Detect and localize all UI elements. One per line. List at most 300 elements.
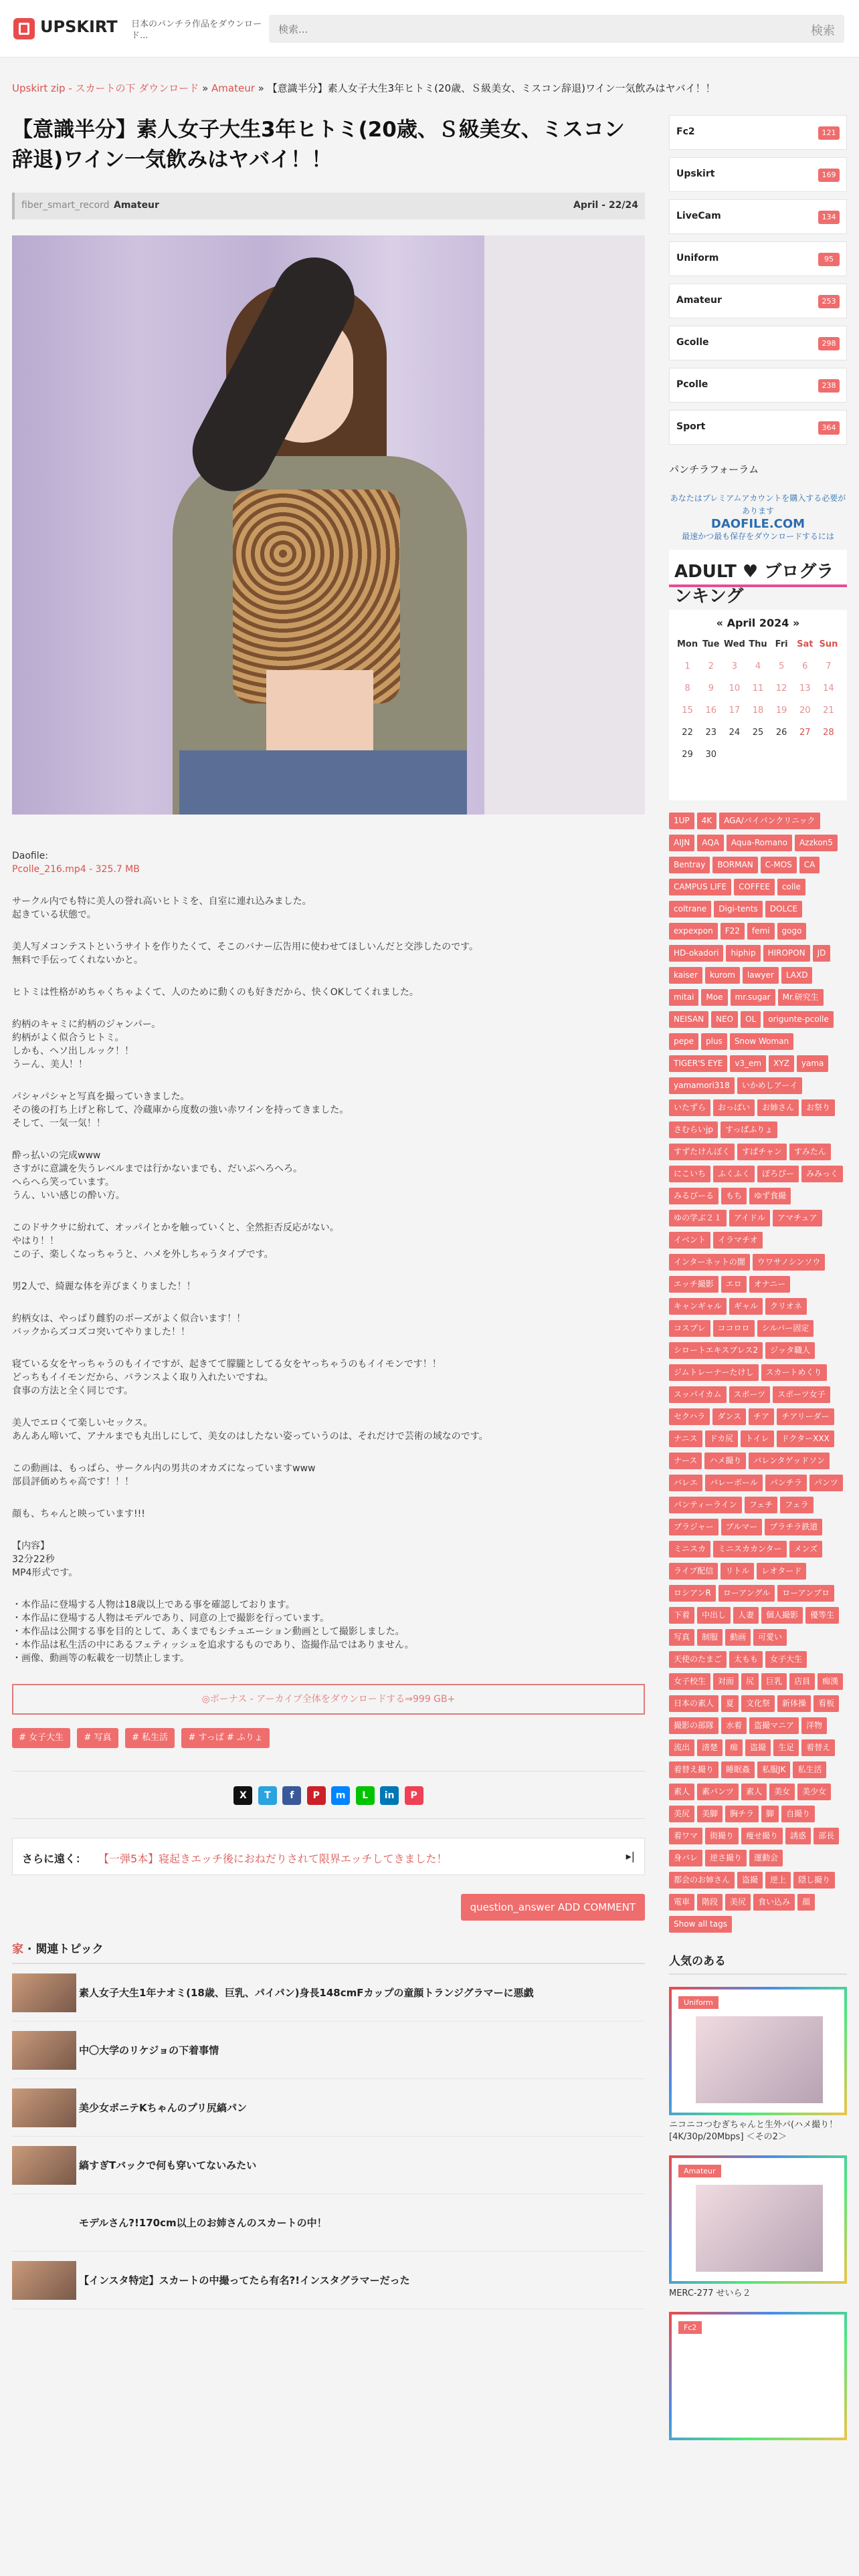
calendar-day[interactable]: 30 [705, 750, 717, 760]
tag-cloud-item[interactable]: ココロロ [713, 1320, 755, 1337]
calendar-day[interactable]: 15 [682, 706, 693, 716]
share-facebook-icon[interactable]: f [282, 1786, 301, 1805]
tag-cloud-item[interactable]: 私生活 [793, 1761, 826, 1778]
category-name[interactable]: Pcolle [676, 379, 708, 390]
tag-cloud-item[interactable]: ロシアンR [669, 1585, 716, 1602]
tag-cloud-item[interactable]: すずたけんぼく [669, 1144, 735, 1160]
calendar-day[interactable]: 6 [802, 661, 808, 671]
calendar-day[interactable]: 11 [752, 683, 764, 693]
tag-cloud-item[interactable]: C-MOS [761, 857, 797, 873]
tag-cloud-item[interactable]: バレーボール [705, 1475, 763, 1491]
tag-cloud-item[interactable]: JD [813, 945, 831, 962]
category-item[interactable] [669, 326, 847, 360]
tag-cloud-item[interactable]: Snow Woman [730, 1033, 793, 1050]
tag-cloud-item[interactable]: ハメ撮り [704, 1453, 746, 1469]
tag-cloud-item[interactable]: すぱチャン [737, 1144, 787, 1160]
tag-cloud-item[interactable]: 可愛い [753, 1629, 787, 1646]
tag-cloud-item[interactable]: 美尻 [669, 1806, 694, 1822]
tag-cloud-item[interactable]: トイレ [741, 1430, 773, 1447]
tag-cloud-item[interactable]: 部長 [814, 1828, 839, 1844]
tag-cloud-item[interactable]: アマチュア [773, 1210, 822, 1226]
related-item[interactable] [12, 2022, 645, 2079]
calendar-prev-button[interactable]: « [716, 617, 724, 629]
post-tag[interactable]: # すっぱ # ふりょ [181, 1728, 269, 1748]
tag-cloud-item[interactable]: チア [749, 1408, 774, 1425]
tag-cloud-item[interactable]: 洋物 [801, 1717, 827, 1734]
calendar-day[interactable]: 17 [729, 706, 741, 716]
tag-cloud-item[interactable]: みるびーる [669, 1188, 719, 1204]
tag-cloud-item[interactable]: バレンタゲッドソン [749, 1453, 830, 1469]
tag-cloud-item[interactable]: 写真 [669, 1629, 694, 1646]
tag-cloud-item[interactable]: オナニー [749, 1276, 791, 1293]
calendar-day[interactable]: 23 [705, 728, 717, 738]
tag-cloud-item[interactable]: ブラジャー [669, 1519, 719, 1535]
tag-cloud-item[interactable]: 素パンツ [697, 1784, 739, 1800]
category-item[interactable] [669, 284, 847, 318]
tag-cloud-item[interactable]: エッチ撮影 [669, 1276, 719, 1293]
popular-badge[interactable]: Amateur [678, 2165, 721, 2177]
tag-cloud-item[interactable]: 清楚 [697, 1739, 723, 1756]
tag-cloud-item[interactable]: ミニスカカンター [713, 1541, 787, 1558]
tag-cloud-item[interactable]: いかめしアーイ [737, 1077, 803, 1094]
tag-cloud-item[interactable]: kurom [705, 967, 740, 984]
tag-cloud-item[interactable]: 誘惑 [785, 1828, 811, 1844]
tag-cloud-item[interactable]: AQA [697, 835, 724, 851]
tag-cloud-item[interactable]: フェチ [745, 1497, 777, 1513]
calendar-day[interactable]: 29 [682, 750, 693, 760]
tag-cloud-item[interactable]: チアリーダー [777, 1408, 834, 1425]
tag-cloud-item[interactable]: ブラチラ鉄道 [765, 1519, 822, 1535]
tag-cloud-item[interactable]: 痴漢 [818, 1673, 843, 1690]
tag-cloud-item[interactable]: mitai [669, 989, 698, 1006]
calendar-day[interactable]: 19 [775, 706, 787, 716]
show-all-tags-button[interactable]: Show all tags [669, 1916, 732, 1933]
related-home-link[interactable]: 家 [12, 1943, 23, 1956]
breadcrumb-current: 【意識半分】素人女子大生3年ヒトミ(20歳、Ｓ級美女、ミスコン辞退)ワイン一気飲みはヤバイ！！ [267, 82, 716, 94]
related-title[interactable]: モデルさん?!170cm以上のお姉さんのスカートの中！ [79, 2217, 327, 2229]
tag-cloud-item[interactable]: 中出し [697, 1607, 731, 1624]
tag-cloud-item[interactable]: 美少女 [797, 1784, 831, 1800]
calendar-day[interactable]: 28 [823, 728, 834, 738]
breadcrumb-separator: » [258, 82, 264, 94]
tag-cloud-item[interactable]: ナース [669, 1453, 702, 1469]
post-paragraph: ・本作品に登場する人物は18歳以上である事を確認しております。 ・本作品に登場する人物はモデルであり、同意の上で撮影を行っています。 ・本作品は公開する事を目的として、あくまでもシチュエーション動画として撮影しました。 ・本作品は私生活の中にあるフェティッシュを追求するものであり、盗撮作品ではありません。 ・画像、動画等の転載を一切禁止します。 [12, 1600, 414, 1664]
related-item[interactable] [12, 1964, 645, 2022]
tag-cloud-item[interactable]: ジッタ職人 [765, 1342, 815, 1359]
calendar-day[interactable]: 2 [708, 661, 714, 671]
popular-card[interactable] [669, 1987, 847, 2115]
tag-cloud-item[interactable]: 人妻 [733, 1607, 759, 1624]
tag-cloud-item[interactable]: 4K [697, 813, 717, 829]
related-thumbnail[interactable] [12, 2146, 76, 2185]
tag-cloud-item[interactable]: 女子大生 [765, 1651, 807, 1668]
category-item[interactable] [669, 241, 847, 276]
tag-cloud-item[interactable]: ドクターXXX [777, 1430, 834, 1447]
tag-cloud-item[interactable]: 撮影の部隊 [669, 1717, 719, 1734]
popular-heading: 人気のある [669, 1951, 847, 1975]
tag-cloud-item[interactable]: ジムトレーナーたけし [669, 1364, 759, 1381]
tag-cloud-item[interactable]: 対面 [713, 1673, 739, 1690]
tag-cloud-item[interactable]: 日本の素人 [669, 1695, 719, 1712]
related-title[interactable]: 素人女子大生1年ナオミ(18歳、巨乳、パイパン)身長148cmFカップの童顔トランジグラマーに悪戯 [79, 1987, 534, 1999]
tag-cloud-item[interactable]: ふくふく [713, 1166, 755, 1182]
calendar-day[interactable]: 18 [752, 706, 764, 716]
tag-cloud-item[interactable]: ゆの学ぶ２１ [669, 1210, 727, 1226]
tag-cloud-item[interactable]: 胸チラ [725, 1806, 759, 1822]
tag-cloud-item[interactable]: 生足 [773, 1739, 799, 1756]
tag-cloud-item[interactable]: スポーツ [729, 1386, 771, 1403]
tag-cloud-item[interactable]: 素人 [741, 1784, 767, 1800]
related-title[interactable]: 中〇大学のリケジョの下着事情 [79, 2044, 219, 2056]
tag-cloud-item[interactable]: 水着 [721, 1717, 747, 1734]
tag-cloud-item[interactable]: クリオネ [765, 1298, 807, 1315]
tag-cloud-item[interactable]: ローアンプロ [777, 1585, 834, 1602]
breadcrumb [12, 82, 848, 95]
tag-cloud-item[interactable]: 自撮り [781, 1806, 815, 1822]
tag-cloud-item[interactable]: coltrane [669, 901, 711, 918]
tag-cloud-item[interactable]: Azzkon5 [795, 835, 838, 851]
tag-cloud-item[interactable]: 流出 [669, 1739, 694, 1756]
tag-cloud-item[interactable]: origunte-pcolle [763, 1011, 833, 1028]
tag-cloud-item[interactable]: アイドル [729, 1210, 770, 1226]
related-item[interactable] [12, 2137, 645, 2194]
tag-cloud-item[interactable]: 美女 [769, 1784, 795, 1800]
tag-cloud-item[interactable]: シルバー固定 [757, 1320, 814, 1337]
related-title[interactable]: 縞すぎTバックで何も穿いてないみたい [79, 2159, 257, 2171]
tag-cloud-item[interactable]: リトル [721, 1563, 754, 1580]
related-thumbnail[interactable] [12, 2031, 76, 2070]
related-item[interactable] [12, 2194, 645, 2252]
popular-thumbnail[interactable] [696, 2185, 823, 2272]
tag-cloud-item[interactable]: COFFEE [734, 879, 775, 895]
tag-cloud-item[interactable]: イベント [669, 1232, 710, 1249]
tag-cloud-item[interactable]: 盗撮マニア [749, 1717, 799, 1734]
category-item[interactable] [669, 115, 847, 150]
tag-cloud-item[interactable]: 痩せ撮り [741, 1828, 783, 1844]
tag-cloud-item[interactable]: HIROPON [763, 945, 810, 962]
tag-cloud-item[interactable]: kaiser [669, 967, 702, 984]
tag-cloud-item[interactable]: 巨乳 [761, 1673, 787, 1690]
tag-cloud-item[interactable]: みみっく [801, 1166, 843, 1182]
share-pinterest-icon[interactable]: P [307, 1786, 326, 1805]
calendar-day[interactable]: 14 [823, 683, 834, 693]
tag-cloud-item[interactable]: NEISAN [669, 1011, 708, 1028]
tag-cloud-item[interactable]: 美脚 [697, 1806, 723, 1822]
category-item[interactable] [669, 410, 847, 445]
tag-cloud-item[interactable]: 1UP [669, 813, 694, 829]
calendar-day[interactable]: 16 [705, 706, 717, 716]
tag-cloud-item[interactable]: 制服 [697, 1629, 723, 1646]
tag-cloud-item[interactable]: colle [777, 879, 805, 895]
post-author[interactable]: fiber_smart_record [21, 200, 110, 211]
category-name[interactable]: LiveCam [676, 211, 721, 221]
post-tags [12, 1728, 645, 1751]
tag-cloud-item[interactable]: 盗撮 [745, 1739, 771, 1756]
category-name[interactable]: Sport [676, 421, 706, 432]
tag-cloud-item[interactable]: おっぱい [713, 1099, 755, 1116]
tag-cloud-item[interactable]: スポーツ女子 [773, 1386, 830, 1403]
calendar [669, 610, 847, 800]
add-comment-button[interactable] [461, 1894, 645, 1921]
tag-cloud-item[interactable]: 個人撮影 [761, 1607, 803, 1624]
popular-badge[interactable]: Fc2 [678, 2321, 702, 2334]
calendar-day [770, 744, 793, 766]
related-item[interactable] [12, 2079, 645, 2137]
tag-cloud-item[interactable]: シロートエキスプレス2 [669, 1342, 763, 1359]
popular-badge[interactable]: Uniform [678, 1996, 719, 2009]
category-item[interactable] [669, 199, 847, 234]
tag-cloud-item[interactable]: ライブ配信 [669, 1563, 718, 1580]
category-count-badge: 298 [818, 337, 840, 350]
related-title[interactable]: 【インスタ特定】スカートの中撮ってたら有名?!インスタグラマーだった [79, 2274, 410, 2286]
calendar-day[interactable]: 21 [823, 706, 834, 716]
tag-cloud-item[interactable]: 太もも [729, 1651, 763, 1668]
calendar-next-button[interactable]: » [792, 617, 800, 629]
tag-cloud-item[interactable]: femi [747, 923, 775, 940]
breadcrumb-category[interactable]: Amateur [211, 82, 255, 94]
tag-cloud-item[interactable]: gogo [777, 923, 807, 940]
tag-cloud-item[interactable]: 電車 [669, 1894, 694, 1911]
post-tag[interactable]: # 女子大生 [12, 1728, 70, 1748]
tag-cloud-item[interactable]: 身バレ [669, 1850, 702, 1866]
calendar-day[interactable]: 24 [729, 728, 741, 738]
calendar-day[interactable]: 13 [799, 683, 811, 693]
tag-cloud-item[interactable]: レオタード [757, 1563, 806, 1580]
tag-cloud-item[interactable]: キャンギャル [669, 1298, 727, 1315]
calendar-day[interactable]: 10 [729, 683, 741, 693]
tag-cloud-item[interactable]: 新体操 [777, 1695, 811, 1712]
bonus-download-button[interactable]: ◎ボーナス - アーカイブ全体をダウンロードする⇒999 GB+ [12, 1684, 645, 1715]
tag-cloud-item[interactable]: Digi-tents [714, 901, 763, 918]
adult-blog-ranking-banner[interactable] [669, 550, 847, 607]
tag-cloud-item[interactable]: メンズ [789, 1541, 823, 1558]
tag-cloud-item[interactable]: ナニス [669, 1430, 702, 1447]
download-link[interactable]: Pcolle_216.mp4 - 325.7 MB [12, 864, 140, 875]
share-messenger-icon[interactable]: m [331, 1786, 350, 1805]
tag-cloud-item[interactable]: 運動会 [749, 1850, 783, 1866]
tag-cloud-item[interactable]: 私服JK [757, 1761, 790, 1778]
tag-cloud-item[interactable]: 逆上 [765, 1872, 791, 1889]
calendar-day[interactable]: 8 [684, 683, 690, 693]
search-input[interactable]: 検索... [278, 23, 308, 35]
tag-cloud-item[interactable]: mr.sugar [731, 989, 775, 1006]
tag-cloud-item[interactable]: バレエ [669, 1475, 702, 1491]
tag-cloud-item[interactable]: 女子校生 [669, 1673, 710, 1690]
search-button[interactable]: 検索 [811, 24, 835, 38]
tag-cloud-item[interactable]: 隠し撮り [793, 1872, 835, 1889]
post-paragraph: 顔も、ちゃんと映っています!!! [12, 1509, 145, 1519]
tag-cloud-item[interactable]: HD-okadori [669, 945, 723, 962]
tag-cloud-item[interactable]: 天使のたまご [669, 1651, 727, 1668]
tag-cloud-item[interactable]: エロ [721, 1276, 747, 1293]
tag-cloud-item[interactable]: v3_em [730, 1055, 766, 1072]
tag-cloud-item[interactable]: plus [701, 1033, 727, 1050]
popular-card[interactable] [669, 2155, 847, 2284]
tag-cloud-item[interactable]: インターネットの闇 [669, 1254, 750, 1271]
tag-cloud-item[interactable]: お姉さん [757, 1099, 799, 1116]
share-telegram-icon[interactable]: T [258, 1786, 277, 1805]
calendar-day[interactable]: 4 [755, 661, 761, 671]
tag-cloud-item[interactable]: AIJN [669, 835, 694, 851]
tag-cloud-item[interactable]: お祭り [801, 1099, 835, 1116]
breadcrumb-home[interactable]: Upskirt zip - スカートの下 ダウンロード [12, 82, 199, 94]
calendar-day[interactable]: 25 [752, 728, 764, 738]
popular-caption[interactable]: MERC-277 せいら２ [669, 2288, 751, 2298]
tag-cloud-item[interactable]: Mr.研究生 [778, 989, 824, 1006]
category-name[interactable]: Fc2 [676, 126, 695, 137]
popular-card[interactable] [669, 2312, 847, 2440]
skip-next-icon[interactable]: ▸| [626, 1850, 635, 1862]
tag-cloud-item[interactable]: ダンス [712, 1408, 746, 1425]
calendar-day[interactable]: 3 [731, 661, 737, 671]
tag-cloud-item[interactable]: 睡眠姦 [721, 1761, 755, 1778]
tag-cloud-item[interactable]: 痴 [725, 1739, 743, 1756]
tag-cloud-item[interactable]: 階段 [697, 1894, 723, 1911]
tag-cloud-item[interactable]: にこいち [669, 1166, 710, 1182]
tag-cloud-item[interactable]: ミニスカ [669, 1541, 710, 1558]
tag-cloud-item[interactable]: いたずら [669, 1099, 710, 1116]
tag-cloud-item[interactable]: 夏 [721, 1695, 739, 1712]
popular-caption[interactable]: ニコニコつむぎちゃんと生外パ(ハメ撮り！ [4K/30p/20Mbps] ＜その2＞ [669, 2120, 838, 2142]
next-post-link[interactable]: 【一弾5本】寝起きエッチ後におねだりされて限界エッチしてきました！ [98, 1852, 448, 1865]
tag-cloud-item[interactable]: さむらいjp [669, 1121, 718, 1138]
category-name[interactable]: Gcolle [676, 337, 709, 348]
daofile-ad[interactable] [669, 492, 847, 541]
tag-cloud-item[interactable]: LAXD [781, 967, 813, 984]
tag-cloud-item[interactable]: パンツ [809, 1475, 843, 1491]
tag-cloud-item[interactable]: すっぱふりょ [721, 1121, 777, 1138]
tag-cloud-item[interactable]: F22 [721, 923, 745, 940]
tag-cloud-item[interactable]: ギャル [729, 1298, 763, 1315]
tag-cloud-item[interactable]: hiphip [726, 945, 760, 962]
tag-cloud-item[interactable]: AGA/パイパンクリニック [719, 813, 820, 829]
site-logo[interactable]: UPSKIRT [40, 17, 118, 36]
tag-cloud-item[interactable]: パンチラ [765, 1475, 807, 1491]
tag-cloud-item[interactable]: 盗撮 [737, 1872, 763, 1889]
calendar-day[interactable]: 12 [775, 683, 787, 693]
tag-cloud-item[interactable]: Aqua-Romano [727, 835, 792, 851]
calendar-day[interactable]: 27 [799, 728, 811, 738]
calendar-day[interactable]: 26 [775, 728, 787, 738]
calendar-day[interactable]: 22 [682, 728, 693, 738]
tag-cloud-item[interactable]: 着替え [801, 1739, 835, 1756]
forum-link[interactable]: パンチラフォーラム [669, 463, 759, 475]
share-linkedin-icon[interactable]: in [380, 1786, 399, 1805]
category-count-badge: 95 [818, 253, 840, 266]
tag-cloud-item[interactable]: 着替え撮り [669, 1761, 719, 1778]
calendar-day[interactable]: 5 [778, 661, 785, 671]
related-thumbnail[interactable] [12, 2261, 76, 2300]
tag-cloud-item[interactable]: パンティーライン [669, 1497, 742, 1513]
tag-cloud-item[interactable]: 看板 [814, 1695, 839, 1712]
tag-cloud-item[interactable]: 食い込み [753, 1894, 795, 1911]
tag-cloud-item[interactable]: スッパイカム [669, 1386, 727, 1403]
tag-cloud-item[interactable]: XYZ [769, 1055, 794, 1072]
logo-icon[interactable] [13, 18, 35, 39]
tag-cloud-item[interactable]: ウワサノシンソウ [753, 1254, 825, 1271]
related-item[interactable] [12, 2252, 645, 2309]
post-category[interactable]: Amateur [114, 200, 159, 211]
category-name[interactable]: Uniform [676, 253, 719, 263]
category-item[interactable] [669, 157, 847, 192]
tag-cloud-item[interactable]: CAMPUS LIFE [669, 879, 731, 895]
next-post[interactable] [12, 1838, 645, 1875]
tag-cloud-item[interactable]: OL [741, 1011, 761, 1028]
tag-cloud-item[interactable]: ぽろぴー [757, 1166, 799, 1182]
tag-cloud-item[interactable]: 尻 [741, 1673, 759, 1690]
tag-cloud-item[interactable]: yama [797, 1055, 829, 1072]
tag-cloud-item[interactable]: フェラ [780, 1497, 813, 1513]
related-title[interactable]: 美少女ポニテKちゃんのプリ尻縞パン [79, 2102, 248, 2114]
tag-cloud-item[interactable]: 都会のお姉さん [669, 1872, 735, 1889]
featured-image[interactable] [12, 235, 645, 815]
tag-cloud-item[interactable]: 素人 [669, 1784, 694, 1800]
tag-cloud-item[interactable]: 優等生 [805, 1607, 839, 1624]
tag-cloud-item[interactable]: ブルマー [721, 1519, 763, 1535]
tag-cloud-item[interactable]: DOLCE [765, 901, 802, 918]
search-bar[interactable] [269, 15, 844, 43]
category-item[interactable] [669, 368, 847, 403]
share-x-icon[interactable]: X [233, 1786, 252, 1805]
share-bar [12, 1771, 645, 1819]
tag-cloud-item[interactable]: ゆず食撮 [749, 1188, 791, 1204]
calendar-day[interactable]: 9 [708, 683, 714, 693]
tag-cloud-item[interactable]: すみたん [789, 1144, 831, 1160]
tag-cloud-item[interactable]: 店員 [789, 1673, 815, 1690]
tag-cloud-item[interactable]: Bentray [669, 857, 710, 873]
category-name[interactable]: Upskirt [676, 169, 715, 179]
tag-cloud-item[interactable]: Moe [701, 989, 727, 1006]
tag-cloud-item[interactable]: 文化祭 [741, 1695, 775, 1712]
related-thumbnail[interactable] [12, 2088, 76, 2127]
tag-cloud-item[interactable]: ローアングル [719, 1585, 775, 1602]
tag-cloud-item[interactable]: NEO [711, 1011, 738, 1028]
tag-cloud-item[interactable]: 下着 [669, 1607, 694, 1624]
tag-cloud-item[interactable]: TIGER'S EYE [669, 1055, 727, 1072]
tag-cloud-item[interactable]: expexpon [669, 923, 718, 940]
tag-cloud-item[interactable]: 着ワマ [669, 1828, 702, 1844]
tag-cloud-item[interactable]: 脚 [761, 1806, 779, 1822]
tag-cloud-item[interactable]: 街撮り [705, 1828, 739, 1844]
tag-cloud-item[interactable]: CA [799, 857, 820, 873]
tag-cloud-item[interactable]: 逆さ撮り [705, 1850, 747, 1866]
tag-cloud-item[interactable]: lawyer [743, 967, 779, 984]
related-thumbnail[interactable] [12, 1973, 76, 2012]
tag-cloud-item[interactable]: pepe [669, 1033, 698, 1050]
tag-cloud-item[interactable]: コスプレ [669, 1320, 710, 1337]
tag-cloud-item[interactable]: ドカ尻 [705, 1430, 739, 1447]
post-tag[interactable]: # 私生活 [125, 1728, 175, 1748]
tag-cloud-item[interactable]: yamamori318 [669, 1077, 735, 1094]
tag-cloud-item[interactable]: もち [721, 1188, 747, 1204]
tag-cloud-item[interactable]: 顔 [797, 1894, 815, 1911]
share-line-icon[interactable]: L [356, 1786, 375, 1805]
banner-text: ADULT ♥ ブログランキング [674, 562, 834, 607]
tag-cloud-item[interactable]: BORMAN [712, 857, 757, 873]
tag-cloud-item[interactable]: セクハラ [669, 1408, 710, 1425]
calendar-day[interactable]: 20 [799, 706, 811, 716]
popular-thumbnail[interactable] [696, 2016, 823, 2103]
tag-cloud-item[interactable]: 美尻 [725, 1894, 751, 1911]
tag-cloud-item[interactable]: イラマチオ [713, 1232, 763, 1249]
tag-cloud-item[interactable]: スカートめくり [761, 1364, 827, 1381]
post-tag[interactable]: # 写真 [77, 1728, 118, 1748]
calendar-day[interactable]: 7 [826, 661, 832, 671]
calendar-day[interactable]: 1 [684, 661, 690, 671]
share-pocket-icon[interactable]: P [405, 1786, 423, 1805]
tag-cloud-item[interactable]: 動画 [725, 1629, 751, 1646]
category-name[interactable]: Amateur [676, 295, 722, 306]
